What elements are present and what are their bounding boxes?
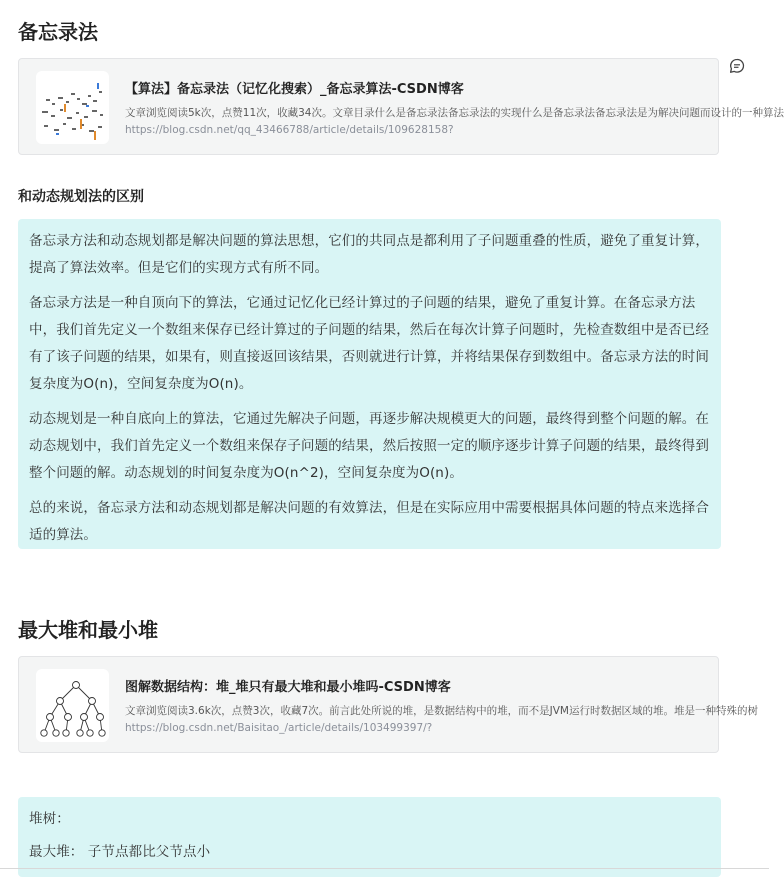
paragraph: 备忘录方法是一种自顶向下的算法，它通过记忆化已经计算过的子问题的结果，避免了重复计算。在备忘录方法中，我们首先定义一个数组来保存已经计算过的子问题的结果，然后在每次计算子问题时，先检查数组中是否已经有了该子问题的结果，如果有，则直接返回该结果，否则就进行计算，并将结果保存到数组中。备忘录方法的时间复杂度为O(n)，空间复杂度为O(n)。: [29, 295, 709, 392]
link-card-description: 文章浏览阅读5k次，点赞11次，收藏34次。文章目录什么是备忘录法备忘录法的实现什么是备忘录法备忘录法是为解决问题而设计的一种算法: [125, 107, 784, 119]
section-title-memo: 备忘录法: [18, 20, 98, 44]
paragraph: 堆树：: [29, 811, 70, 827]
algorithm-thumbnail-image: [36, 71, 109, 144]
link-card-url[interactable]: https://blog.csdn.net/Baisitao_/article/details/103499397/?: [125, 722, 433, 734]
paragraph: 动态规划是一种自底向上的算法，它通过先解决子问题，再逐步解决规模更大的问题，最终得到整个问题的解。在动态规划中，我们首先定义一个数组来保存子问题的结果，然后按照一定的顺序逐步计算子问题的结果，最终得到整个问题的解。动态规划的时间复杂度为O(n^2)，空间复杂度为O(n)。: [29, 411, 709, 481]
paragraph: 最大堆： 子节点都比父节点小: [29, 844, 211, 860]
link-card-memo[interactable]: [18, 58, 784, 155]
link-card-title[interactable]: 图解数据结构：堆_堆只有最大堆和最小堆吗-CSDN博客: [125, 680, 451, 695]
bottom-divider: [0, 868, 769, 869]
comment-icon[interactable]: [729, 58, 745, 74]
link-card-title[interactable]: 【算法】备忘录法（记忆化搜索）_备忘录算法-CSDN博客: [125, 82, 464, 97]
section-title-heap: 最大堆和最小堆: [18, 618, 158, 642]
link-card-url[interactable]: https://blog.csdn.net/qq_43466788/article/details/109628158?: [125, 124, 454, 136]
paragraph: 总的来说，备忘录方法和动态规划都是解决问题的有效算法，但是在实际应用中需要根据具体问题的特点来选择合适的算法。: [29, 500, 709, 543]
note-box-heap: [18, 797, 721, 877]
link-card-heap[interactable]: [18, 656, 758, 753]
heap-tree-thumbnail-image: [36, 669, 109, 742]
paragraph: 备忘录方法和动态规划都是解决问题的算法思想，它们的共同点是都利用了子问题重叠的性质，避免了重复计算，提高了算法效率。但是它们的实现方式有所不同。: [29, 233, 709, 276]
subsection-title-difference: 和动态规划法的区别: [18, 189, 144, 205]
note-box-difference: [18, 219, 721, 549]
link-card-description: 文章浏览阅读3.6k次，点赞3次，收藏7次。前言此处所说的堆，是数据结构中的堆，而不是JVM运行时数据区域的堆。堆是一种特殊的树: [125, 705, 758, 717]
